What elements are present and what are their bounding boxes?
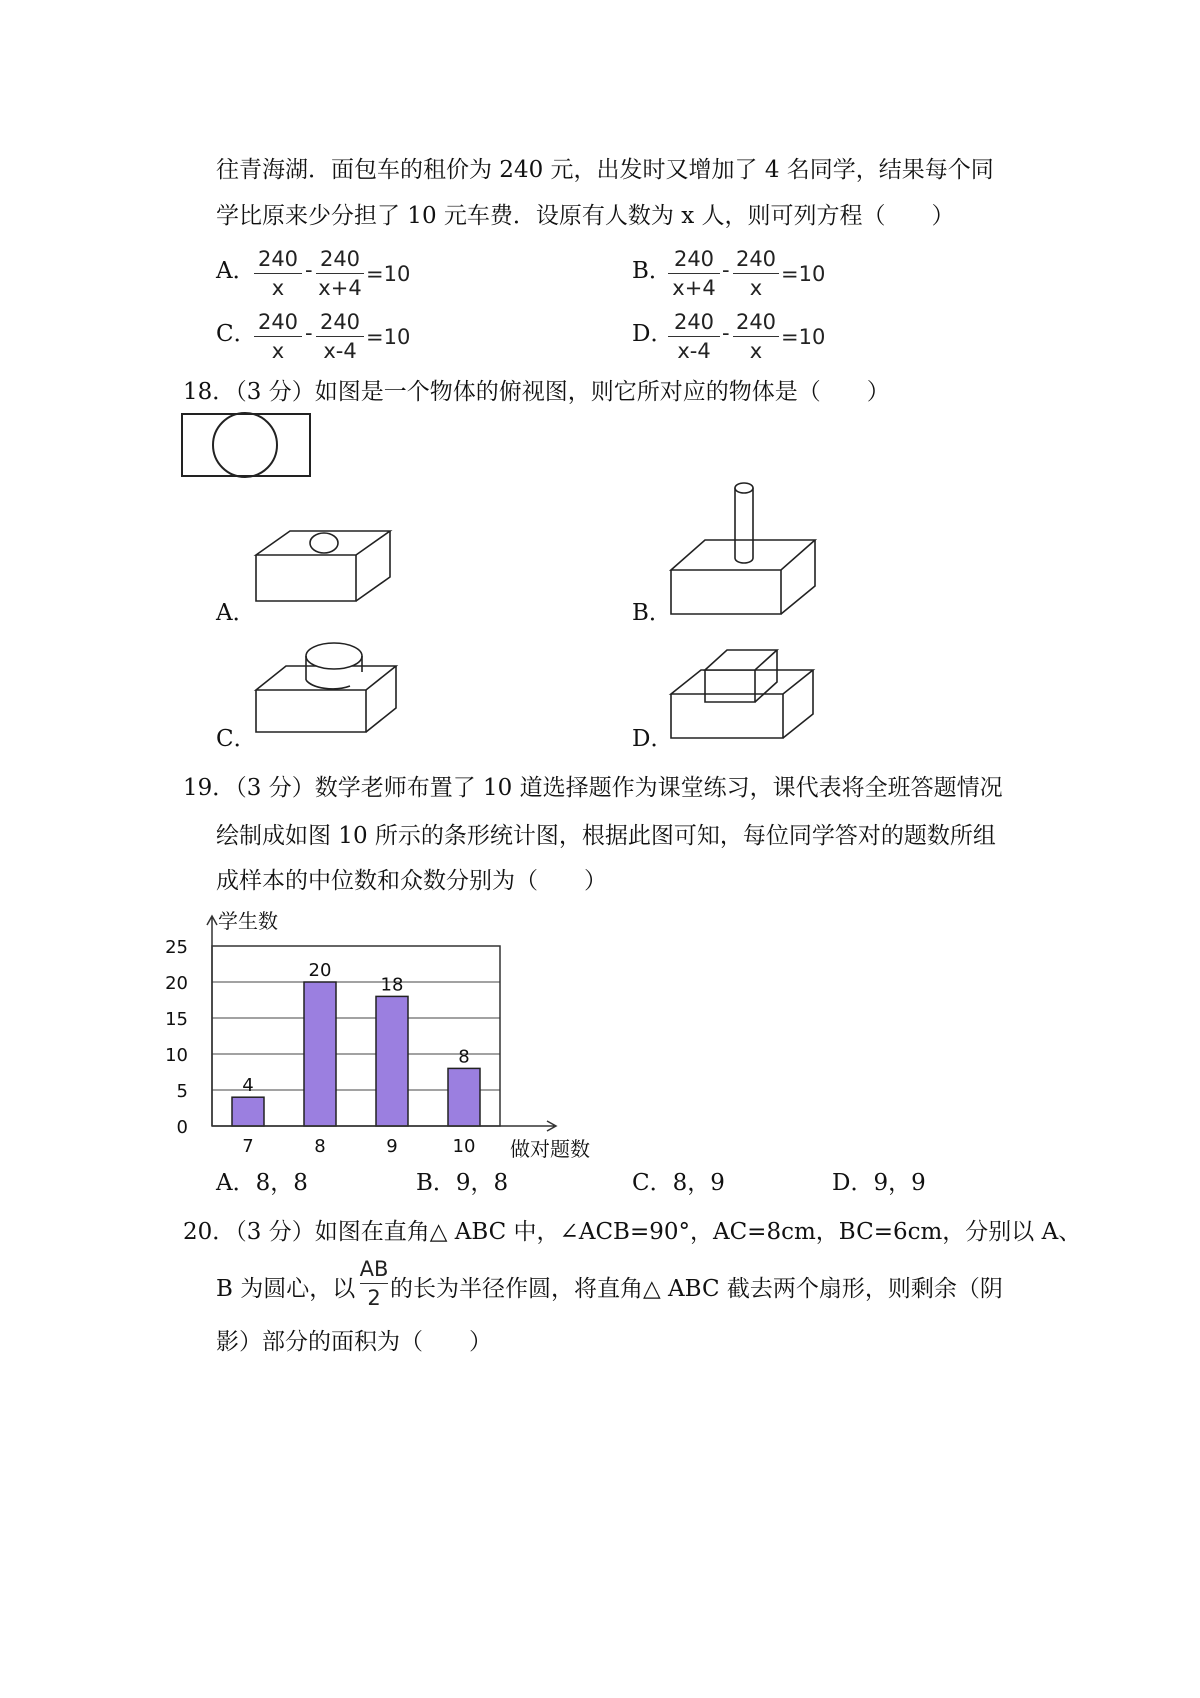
q18-option-d-figure	[665, 640, 825, 748]
bar-chart	[165, 900, 610, 1165]
chart-y-tick-label: 20	[165, 973, 188, 994]
q17-option-a-letter: A．	[216, 258, 256, 284]
chart-y-axis	[207, 916, 217, 1126]
q18-option-d-label: D．	[632, 726, 674, 752]
q17-option-b-frac1: 240 x+4	[666, 248, 722, 302]
chart-x-tick-label: 7	[242, 1136, 254, 1157]
q18-option-c-label: C．	[216, 726, 257, 752]
q17-option-d-minus: -	[722, 321, 730, 345]
q19-line2: 绘制成如图 10 所示的条形统计图，根据此图可知，每位同学答对的题数所组	[216, 823, 996, 849]
chart-x-tick-label: 9	[386, 1136, 398, 1157]
q17-line2: 学比原来少分担了 10 元车费．设原有人数为 x 人，则可列方程（ ）	[216, 203, 955, 229]
q18-option-b-label: B．	[632, 600, 672, 626]
q18-text: 18．（3 分）如图是一个物体的俯视图，则它所对应的物体是（ ）	[183, 379, 890, 405]
q17-option-c-letter: C．	[216, 321, 257, 347]
q20-line3: 影）部分的面积为（ ）	[216, 1329, 492, 1355]
chart-data-label: 8	[458, 1046, 470, 1068]
q17-option-a-frac1: 240 x	[252, 248, 304, 302]
chart-data-label: 4	[242, 1075, 254, 1097]
chart-bar	[232, 1097, 264, 1126]
chart-y-tick-label: 0	[176, 1117, 188, 1138]
q20-line1: 20．（3 分）如图在直角△ ABC 中，∠ACB=90°，AC=8cm，BC=6cm，分别以 A、	[183, 1219, 1082, 1245]
q19-option-d: D．9，9	[832, 1170, 926, 1196]
q17-option-d-frac1: 240 x-4	[666, 311, 722, 365]
q19-option-b: B．9，8	[416, 1170, 509, 1196]
q20-line2-pre: B 为圆心，以	[216, 1276, 356, 1302]
q18-option-a-figure	[250, 525, 395, 615]
chart-y-tick-labels	[165, 937, 188, 1138]
q17-option-c-rhs: =10	[366, 325, 411, 349]
q20-fraction: AB 2	[359, 1257, 389, 1310]
chart-x-axis-label: 做对题数	[510, 1137, 590, 1161]
chart-x-tick-label: 8	[314, 1136, 326, 1157]
chart-y-tick-label: 10	[165, 1045, 188, 1066]
q19-option-c: C．8，9	[632, 1170, 725, 1196]
q17-option-d-letter: D．	[632, 321, 674, 347]
chart-data-labels	[242, 960, 469, 1096]
q19-line3: 成样本的中位数和众数分别为（ ）	[216, 868, 607, 894]
chart-y-tick-label: 15	[165, 1009, 188, 1030]
q17-option-d-rhs: =10	[781, 325, 826, 349]
q17-line1: 往青海湖．面包车的租价为 240 元，出发时又增加了 4 名同学，结果每个同	[216, 157, 994, 183]
q17-option-d-frac2: 240 x	[731, 311, 781, 365]
q19-option-a: A．8，8	[216, 1170, 308, 1196]
chart-bar	[376, 996, 408, 1126]
q17-option-b-letter: B．	[632, 258, 672, 284]
q17-option-a-minus: -	[305, 258, 313, 282]
q18-option-c-figure	[250, 638, 400, 738]
chart-y-tick-label: 5	[176, 1081, 188, 1102]
q18-option-b-figure	[665, 480, 825, 615]
q18-option-a-label: A．	[216, 600, 256, 626]
q17-option-b-frac2: 240 x	[731, 248, 781, 302]
chart-bar	[448, 1068, 480, 1126]
chart-bar	[304, 982, 336, 1126]
chart-y-axis-label: 学生数	[218, 909, 278, 933]
q18-top-view-figure	[180, 412, 316, 484]
q20-line2-post: 的长为半径作圆，将直角△ ABC 截去两个扇形，则剩余（阴	[390, 1276, 1003, 1302]
chart-y-tick-label: 25	[165, 937, 188, 958]
q17-option-c-frac1: 240 x	[252, 311, 304, 365]
q19-line1: 19．（3 分）数学老师布置了 10 道选择题作为课堂练习，课代表将全班答题情况	[183, 775, 1003, 801]
chart-data-label: 20	[308, 960, 332, 981]
q17-option-c-minus: -	[305, 321, 313, 345]
q17-option-b-rhs: =10	[781, 262, 826, 286]
chart-x-tick-labels	[242, 1136, 475, 1157]
q17-option-a-rhs: =10	[366, 262, 411, 286]
q17-option-b-minus: -	[722, 258, 730, 282]
q17-option-a-frac2: 240 x+4	[314, 248, 366, 302]
chart-x-tick-label: 10	[452, 1136, 476, 1157]
chart-data-label: 18	[380, 974, 404, 996]
q17-option-c-frac2: 240 x-4	[314, 311, 366, 365]
